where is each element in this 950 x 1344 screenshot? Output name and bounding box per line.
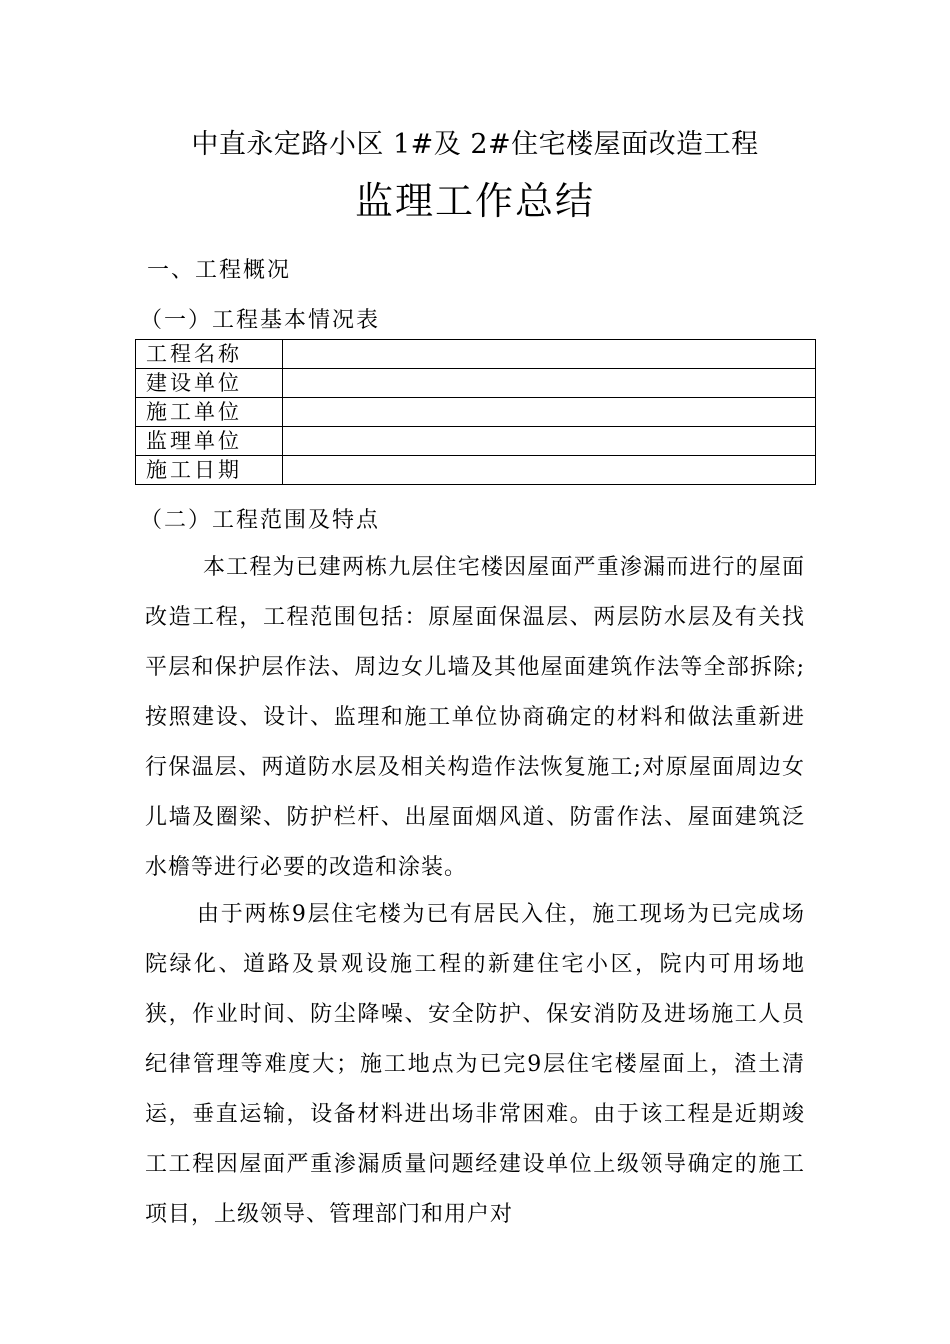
table-row xyxy=(136,369,816,398)
body-paragraph-scope: 本工程为已建两栋九层住宅楼因屋面严重渗漏而进行的屋面改造工程，工程范围包括：原屋面保温层、两层防水层及有关找平层和保护层作法、周边女儿墙及其他屋面建筑作法等全部拆除;按照建设、设计、监理和施工单位协商确定的材料和做法重新进行保温层、两道防水层及相关构造作法恢复施工;对原屋面周边女儿墙及圈梁、防护栏杆、出屋面烟风道、防雷作法、屋面建筑泛水檐等进行必要的改造和涂装。 xyxy=(145,555,805,880)
table-row xyxy=(136,340,816,369)
body-paragraph-characteristics: 由于两栋9层住宅楼为已有居民入住，施工现场为已完成场院绿化、道路及景观设施工程的新建住宅小区，院内可用场地狭，作业时间、防尘降噪、安全防护、保安消防及进场施工人员纪律管理等难度大；施工地点为已完9层住宅楼屋面上，渣土清运，垂直运输，设备材料进出场非常困难。由于该工程是近期竣工工程因屋面严重渗漏质量问题经建设单位上级领导确定的施工项目，上级领导、管理部门和用户对 xyxy=(145,902,805,1227)
table-row xyxy=(136,398,816,427)
table-label-owner: 建设单位 xyxy=(136,369,283,398)
section-heading-overview: 一、工程概况 xyxy=(147,258,292,283)
project-info-table xyxy=(135,339,816,485)
table-row xyxy=(136,456,816,485)
table-value-contractor xyxy=(283,398,816,427)
subsection-heading-basic-info: （一）工程基本情况表 xyxy=(140,308,381,333)
table-value-project-name xyxy=(283,340,816,369)
table-label-project-name: 工程名称 xyxy=(136,340,283,369)
table-label-contractor: 施工单位 xyxy=(136,398,283,427)
table-label-supervisor: 监理单位 xyxy=(136,427,283,456)
table-row xyxy=(136,427,816,456)
table-value-construction-date xyxy=(283,456,816,485)
document-title-line1: 中直永定路小区 1#及 2#住宅楼屋面改造工程 xyxy=(191,129,759,160)
table-value-owner xyxy=(283,369,816,398)
table-value-supervisor xyxy=(283,427,816,456)
table-label-construction-date: 施工日期 xyxy=(136,456,283,485)
document-title-line2: 监理工作总结 xyxy=(354,179,595,223)
subsection-heading-scope: （二）工程范围及特点 xyxy=(140,508,381,533)
